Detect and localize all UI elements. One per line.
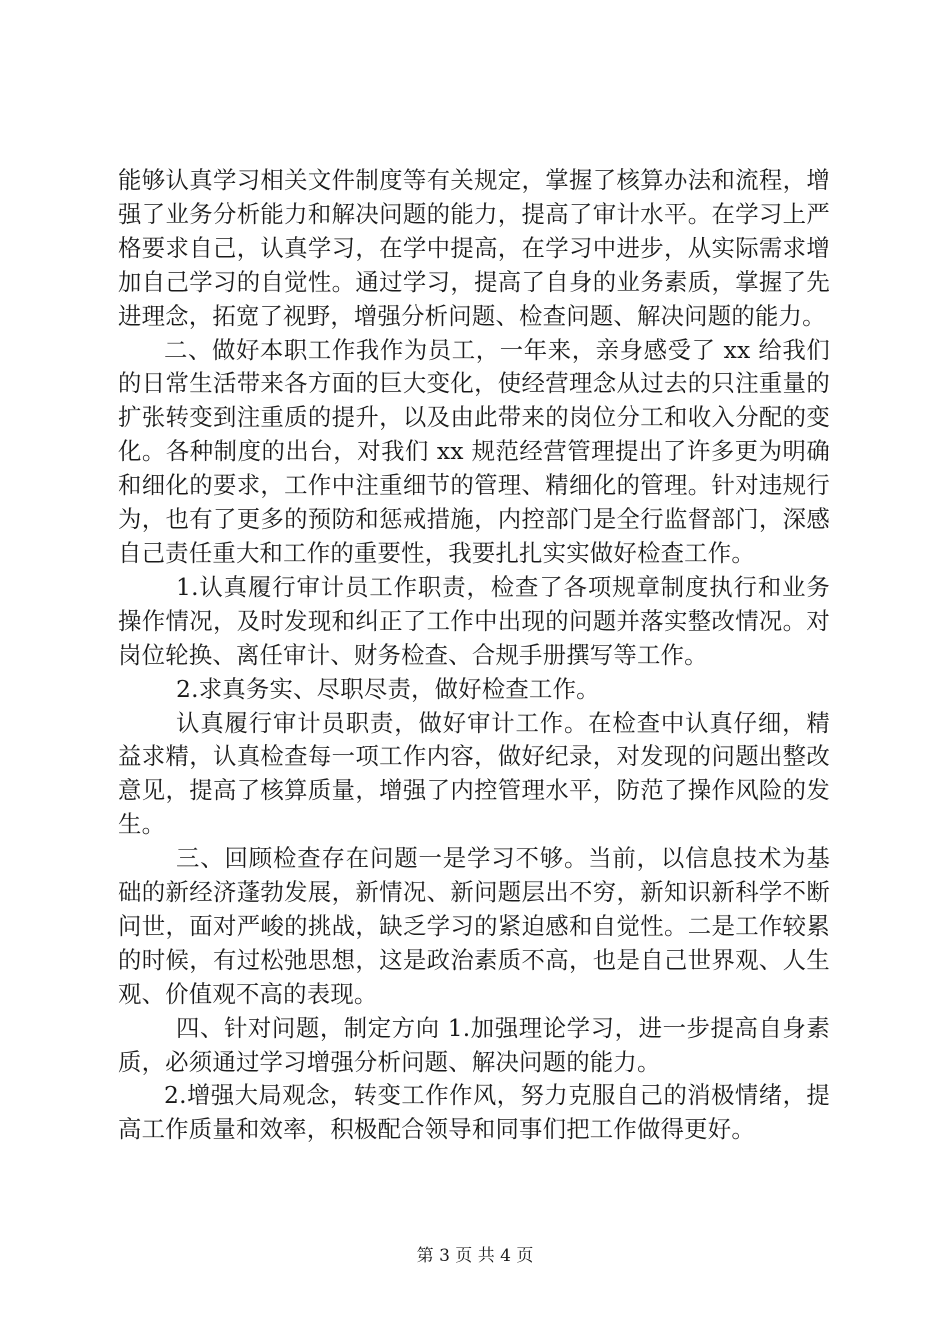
document-body — [118, 164, 830, 1147]
paragraph-section-two: 二、做好本职工作我作为员工，一年来，亲身感受了 xx 给我们的日常生活带来各方面的巨大变化，使经营理念从过去的只注重量的扩张转变到注重质的提升，以及由此带来的岗位分工和收入分配的变化。各种制度的出台，对我们 xx 规范经营管理提出了许多更为明确和细化的要求，工作中注重细节的管理、精细化的管理。针对违规行为，也有了更多的预防和惩戒措施，内控部门是全行监督部门，深感自己责任重大和工作的重要性，我要扎扎实实做好检查工作。 — [118, 335, 830, 567]
paragraph-learning-summary: 能够认真学习相关文件制度等有关规定，掌握了核算办法和流程，增强了业务分析能力和解决问题的能力，提高了审计水平。在学习上严格要求自己，认真学习，在学中提高，在学习中进步，从实际需求增加自己学习的自觉性。通过学习，提高了自身的业务素质，掌握了先进理念，拓宽了视野，增强分析问题、检查问题、解决问题的能力。 — [118, 166, 830, 330]
paragraph-section-four: 四、针对问题，制定方向 1.加强理论学习，进一步提高自身素质，必须通过学习增强分析问题、解决问题的能力。 — [118, 1013, 830, 1076]
paragraph-audit-duties: 认真履行审计员职责，做好审计工作。在检查中认真仔细，精益求精，认真检查每一项工作内容，做好纪录，对发现的问题出整改意见，提高了核算质量，增强了内控管理水平，防范了操作风险的发生。 — [118, 708, 830, 839]
paragraph-section-three: 三、回顾检查存在问题一是学习不够。当前，以信息技术为基础的新经济蓬勃发展，新情况、新问题层出不穷，新知识新科学不断问世，面对严峻的挑战，缺乏学习的紧迫感和自觉性。二是工作较累的时候，有过松弛思想，这是政治素质不高，也是自己世界观、人生观、价值观不高的表现。 — [118, 844, 830, 1008]
paragraph-item-four-two: 2.增强大局观念，转变工作作风，努力克服自己的消极情绪，提高工作质量和效率，积极配合领导和同事们把工作做得更好。 — [118, 1081, 830, 1144]
page-number-footer: 第 3 页 共 4 页 — [416, 1246, 534, 1266]
paragraph-item-two: 2.求真务实、尽职尽责，做好检查工作。 — [176, 674, 600, 703]
paragraph-item-one: 1.认真履行审计员工作职责，检查了各项规章制度执行和业务操作情况，及时发现和纠正了工作中出现的问题并落实整改情况。对岗位轮换、离任审计、财务检查、合规手册撰写等工作。 — [118, 572, 830, 669]
